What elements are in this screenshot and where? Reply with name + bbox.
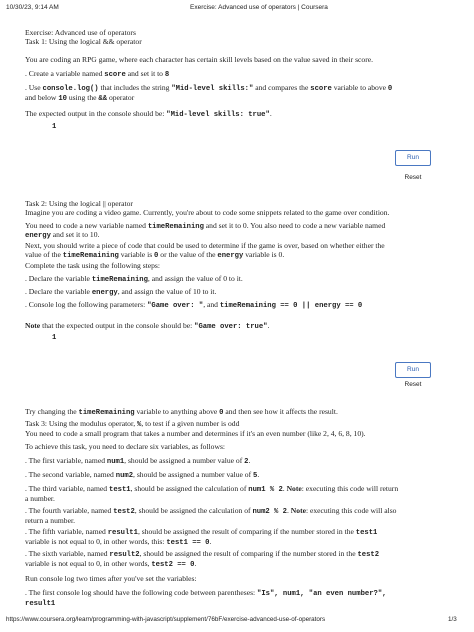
task3-try-text: Try changing the timeRemaining variable to anything above 0 and then see how it affects the result.: [25, 407, 338, 417]
task2-title: Task 2: Using the logical || operator: [25, 199, 133, 208]
task3-var5: . The fifth variable, named result1, should be assigned the result of comparing if the number stored in the test1: [25, 527, 378, 537]
task2-reset-button[interactable]: Reset: [404, 381, 422, 388]
task3-var6-cont: variable is not equal to 0, in other words, test2 == 0.: [25, 559, 197, 569]
task3-title: Task 3: Using the modulus operator, %, to test if a given number is odd: [25, 419, 240, 429]
task3-var3-cont: a number.: [25, 494, 55, 503]
task1-step2: . Use console.log() that includes the string "Mid-level skills:" and compares the score variable to above 0: [25, 83, 393, 93]
task2-note: Note that the expected output in the console should be: "Game over: true".: [25, 321, 270, 331]
exercise-title: Exercise: Advanced use of operators: [25, 28, 136, 37]
task2-run-button[interactable]: Run: [395, 362, 431, 378]
task2-intro: Imagine you are coding a video game. Currently, you're about to code some snippets related to the game over condition.: [25, 208, 390, 217]
task2-para1-cont: energy and set it to 10.: [25, 230, 100, 240]
print-page-title: Exercise: Advanced use of operators | Coursera: [190, 4, 328, 11]
print-url: https://www.coursera.org/learn/programming-with-javascript/supplement/76bF/exercise-advanced-use-of-operators: [6, 616, 326, 623]
print-page-number: 1/3: [448, 616, 457, 623]
task3-console1: . The first console log should have the following code between parentheses: "Is", num1, "an even number?",: [25, 588, 387, 598]
task3-para1: To achieve this task, you need to declare six variables, as follows:: [25, 442, 226, 451]
task1-step1: . Create a variable named score and set it to 8: [25, 69, 170, 79]
task1-intro: You are coding an RPG game, where each character has certain skill levels based on the value saved in their score.: [25, 55, 373, 64]
task3-var5-cont: variable is not equal to 0, in other words, this: test1 == 0.: [25, 537, 212, 547]
task2-step2: . Declare the variable energy, and assign the value of 10 to it.: [25, 287, 217, 297]
task3-var4: . The fourth variable, named test2, should be assigned the calculation of num2 % 2. Note: executing this code will also: [25, 506, 397, 516]
task2-para2-cont: value of the timeRemaining variable is 0 or the value of the energy variable is 0.: [25, 250, 285, 260]
task3-var6: . The sixth variable, named result2, should be assigned the result of comparing if the number stored in the test2: [25, 549, 380, 559]
task3-var1: . The first variable, named num1, should be assigned a number value of 2.: [25, 456, 251, 466]
task2-console-output: 1: [52, 334, 57, 342]
task1-console-output: 1: [52, 123, 57, 131]
task1-title: Task 1: Using the logical && operator: [25, 37, 142, 46]
task3-intro: You need to code a small program that takes a number and determines if it's an even number (like 2, 4, 6, 8, 10).: [25, 429, 366, 438]
task2-para3: Complete the task using the following steps:: [25, 261, 160, 270]
task1-run-button[interactable]: Run: [395, 150, 431, 166]
task1-reset-button[interactable]: Reset: [404, 174, 422, 181]
task2-para2: Next, you should write a piece of code that could be used to determine if the game is over, based on whether either the: [25, 241, 385, 250]
task2-para1: You need to code a new variable named timeRemaining and set it to 0. You also need to code a new variable named: [25, 221, 386, 231]
task2-step1: . Declare the variable timeRemaining, and assign the value of 0 to it.: [25, 274, 243, 284]
task1-step2-cont: and below 10 using the && operator: [25, 93, 135, 103]
task2-step3: . Console log the following parameters: "Game over: ", and timeRemaining == 0 || energy == 0: [25, 300, 363, 310]
task3-var4-cont: return a number.: [25, 516, 75, 525]
task1-expected: The expected output in the console should be: "Mid-level skills: true".: [25, 109, 272, 119]
task3-run-twice: Run console log two times after you've set the variables:: [25, 574, 197, 583]
task3-var3: . The third variable, named test1, should be assigned the calculation of num1 % 2. Note: executing this code will return: [25, 484, 399, 494]
task3-console1-cont: result1: [25, 600, 56, 608]
task3-var2: . The second variable, named num2, should be assigned a number value of 5.: [25, 470, 260, 480]
print-datetime: 10/30/23, 9:14 AM: [6, 4, 59, 11]
